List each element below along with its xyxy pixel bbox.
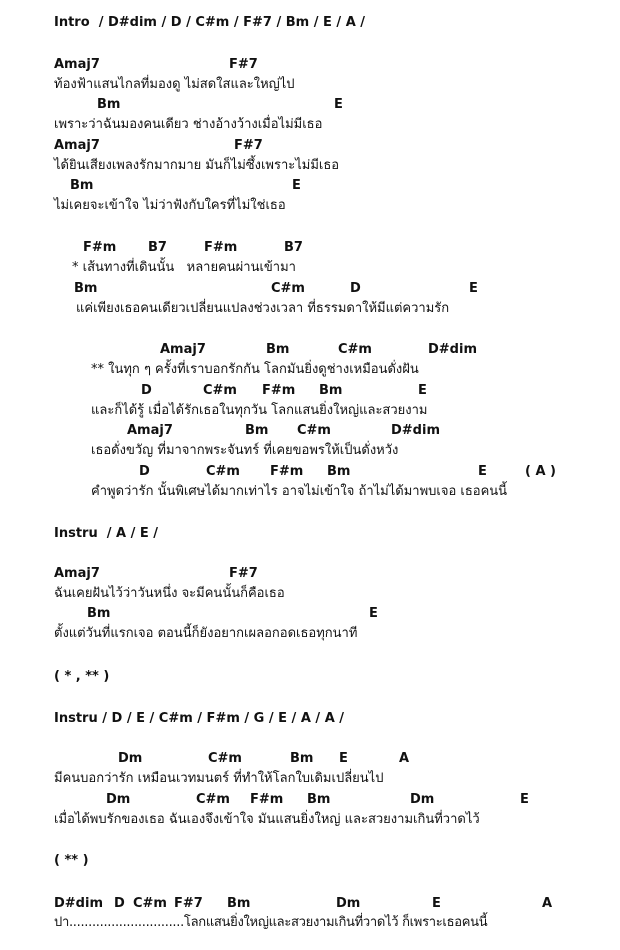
- instrumental-line: Instru / D / E / C#m / F#m / G / E / A / A /: [54, 711, 345, 726]
- lyric-line: ไม่เคยจะเข้าใจ ไม่ว่าฟังกับใครที่ไม่ใช่เธอ: [54, 198, 286, 213]
- chord: Dm: [118, 751, 143, 766]
- chord: Dm: [336, 896, 361, 911]
- chord: Bm: [307, 792, 331, 807]
- lyric-line: มีคนบอกว่ารัก เหมือนเวทมนตร์ ที่ทำให้โลกใบเดิมเปลี่ยนไป: [54, 771, 384, 786]
- chord: E: [292, 178, 301, 193]
- chord: E: [369, 606, 378, 621]
- lyric-line: เพราะว่าฉันมองคนเดียว ช่างอ้างว้างเมื่อไม่มีเธอ: [54, 117, 323, 132]
- chord: D: [350, 281, 361, 296]
- chord: C#m: [208, 751, 242, 766]
- lyric-line: เธอดั่งขวัญ ที่มาจากพระจันทร์ ที่เคยขอพรให้เป็นดั่งหวัง: [91, 443, 399, 458]
- chord: Bm: [87, 606, 111, 621]
- chord: Bm: [266, 342, 290, 357]
- chord: C#m: [196, 792, 230, 807]
- chord: F#7: [174, 896, 203, 911]
- chord: Bm: [97, 97, 121, 112]
- chord: F#7: [229, 57, 258, 72]
- chord: ( A ): [525, 464, 556, 479]
- lyric-line: ปา..............................โลกแสนยิ่งใหญ่และสวยงามเกินที่วาดไว้ ก็เพราะเธอคนนี้: [54, 915, 488, 930]
- repeat-marker: ( ** ): [54, 853, 89, 868]
- chord: Bm: [319, 383, 343, 398]
- instrumental-line: Instru / A / E /: [54, 526, 159, 541]
- chord: Dm: [410, 792, 435, 807]
- chord: F#7: [234, 138, 263, 153]
- lyric-line: คำพูดว่ารัก นั้นพิเศษได้มากเท่าไร อาจไม่เข้าใจ ถ้าไม่ได้มาพบเจอ เธอคนนี้: [91, 484, 508, 499]
- chord: Bm: [290, 751, 314, 766]
- chord: E: [432, 896, 441, 911]
- lyric-line: แค่เพียงเธอคนเดียวเปลี่ยนแปลงช่วงเวลา ที่ธรรมดาให้มีแต่ความรัก: [76, 301, 450, 316]
- chord: C#m: [338, 342, 372, 357]
- chord: D#dim: [391, 423, 440, 438]
- chord: D: [141, 383, 152, 398]
- chord: E: [478, 464, 487, 479]
- lyric-line: ** ในทุก ๆ ครั้งที่เราบอกรักกัน โลกมันยิ่งดูช่างเหมือนดั่งฝัน: [91, 362, 419, 377]
- chord: C#m: [271, 281, 305, 296]
- chord: Bm: [227, 896, 251, 911]
- chord: Bm: [327, 464, 351, 479]
- chord: C#m: [206, 464, 240, 479]
- chord: D#dim: [428, 342, 477, 357]
- chord: C#m: [297, 423, 331, 438]
- chord: Amaj7: [54, 566, 100, 581]
- chord: F#m: [270, 464, 304, 479]
- chord: E: [520, 792, 529, 807]
- chord: Bm: [245, 423, 269, 438]
- lyric-line: และก็ได้รู้ เมื่อได้รักเธอในทุกวัน โลกแสนยิ่งใหญ่และสวยงาม: [91, 403, 428, 418]
- lyric-line: ตั้งแต่วันที่แรกเจอ ตอนนี้ก็ยังอยากเผลอกอดเธอทุกนาที: [54, 626, 358, 641]
- chord: A: [399, 751, 410, 766]
- chord: C#m: [133, 896, 167, 911]
- chord: F#m: [262, 383, 296, 398]
- chord: D: [114, 896, 125, 911]
- lyric-line: ได้ยินเสียงเพลงรักมากมาย มันก็ไม่ซึ้งเพราะไม่มีเธอ: [54, 158, 340, 173]
- chord: Amaj7: [54, 138, 100, 153]
- chord: F#m: [83, 240, 117, 255]
- lyric-line: * เส้นทางที่เดินนั้น หลายคนผ่านเข้ามา: [72, 260, 296, 275]
- chord: A: [542, 896, 553, 911]
- chord: E: [469, 281, 478, 296]
- chord: Amaj7: [127, 423, 173, 438]
- intro-line: Intro / D#dim / D / C#m / F#7 / Bm / E / A /: [54, 15, 366, 30]
- chord: Amaj7: [54, 57, 100, 72]
- chord: D: [139, 464, 150, 479]
- chord: E: [418, 383, 427, 398]
- chord: Amaj7: [160, 342, 206, 357]
- chord: D#dim: [54, 896, 103, 911]
- repeat-marker: ( * , ** ): [54, 669, 110, 684]
- chord: E: [339, 751, 348, 766]
- chord: E: [334, 97, 343, 112]
- chord: Bm: [74, 281, 98, 296]
- chord: F#m: [250, 792, 284, 807]
- lyric-line: ฉันเคยฝันไว้ว่าวันหนึ่ง จะมีคนนั้นก็คือเธอ: [54, 586, 285, 601]
- chord: B7: [284, 240, 303, 255]
- chord: Dm: [106, 792, 131, 807]
- chord: F#m: [204, 240, 238, 255]
- chord: Bm: [70, 178, 94, 193]
- chord: C#m: [203, 383, 237, 398]
- lyric-line: ท้องฟ้าแสนไกลที่มองดู ไม่สดใสและใหญ่ไป: [54, 77, 295, 92]
- chord: F#7: [229, 566, 258, 581]
- lyric-line: เมื่อได้พบรักของเธอ ฉันเองจึงเข้าใจ มันแสนยิ่งใหญ่ และสวยงามเกินที่วาดไว้: [54, 812, 480, 827]
- chord: B7: [148, 240, 167, 255]
